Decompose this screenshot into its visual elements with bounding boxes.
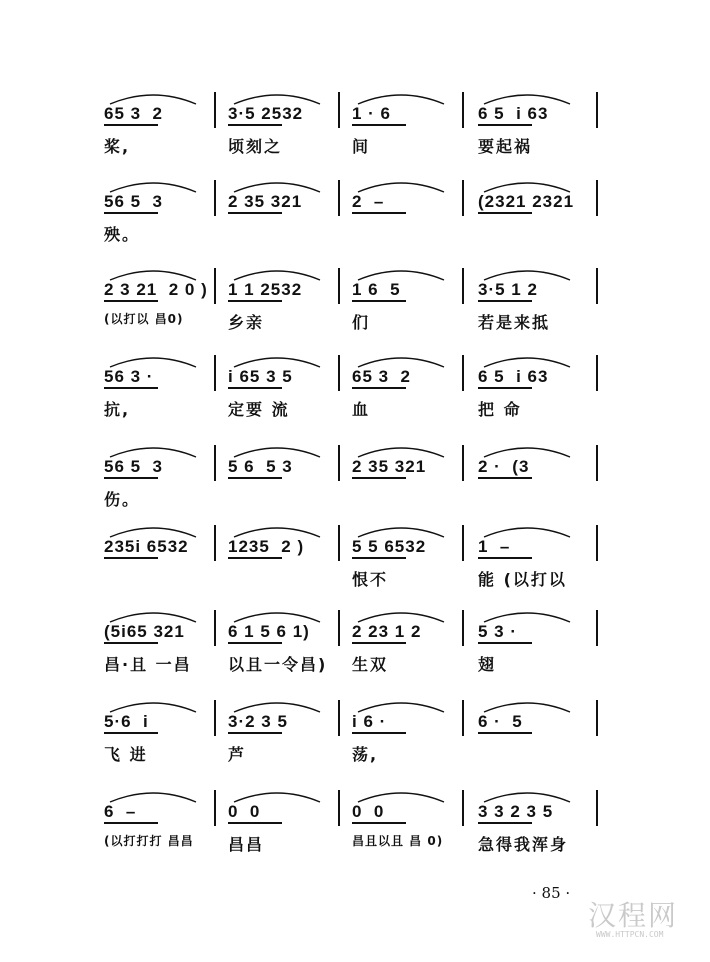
lyric-text: (以打以 昌0) xyxy=(104,312,184,326)
measure-notes: 3·2 3 5 xyxy=(228,712,288,731)
notation-system xyxy=(0,700,710,770)
underline-beam xyxy=(478,557,532,559)
lyric-text: 乡亲 xyxy=(228,313,265,332)
lyric-text: 能 (以打以 xyxy=(478,570,567,589)
measure-notes: 2 – xyxy=(352,192,385,211)
underline-beam xyxy=(352,387,406,389)
barline xyxy=(596,445,598,481)
measure-notes: 3 3 2 3 5 xyxy=(478,802,554,821)
lyric-text: 昌且以且 昌 0) xyxy=(352,834,444,848)
lyric-text: 昌昌 xyxy=(228,835,265,854)
underline-beam xyxy=(478,387,532,389)
lyric-text: (以打打打 昌昌 xyxy=(104,834,194,848)
barline xyxy=(462,525,464,561)
barline xyxy=(462,92,464,128)
measure-notes: 2 · (3 xyxy=(478,457,530,476)
lyric-text: 顷刻之 xyxy=(228,137,283,156)
underline-beam xyxy=(352,642,406,644)
measure-notes: 56 5 3 xyxy=(104,457,163,476)
lyric-text: 间 xyxy=(352,137,371,156)
barline xyxy=(338,445,340,481)
underline-beam xyxy=(228,300,282,302)
barline xyxy=(214,790,216,826)
notation-system xyxy=(0,355,710,425)
underline-beam xyxy=(478,642,532,644)
underline-beam xyxy=(228,212,282,214)
barline xyxy=(462,790,464,826)
measure-notes: 2 23 1 2 xyxy=(352,622,422,641)
measure-notes: 56 3 · xyxy=(104,367,154,386)
barline xyxy=(596,790,598,826)
underline-beam xyxy=(352,124,406,126)
barline xyxy=(462,355,464,391)
underline-beam xyxy=(478,822,532,824)
measure-notes: 0 0 xyxy=(352,802,385,821)
measure-notes: i 6 · xyxy=(352,712,387,731)
underline-beam xyxy=(352,477,406,479)
measure-notes: 5 3 · xyxy=(478,622,518,641)
underline-beam xyxy=(352,822,406,824)
underline-beam xyxy=(104,300,158,302)
measure-notes: 6 · 5 xyxy=(478,712,523,731)
barline xyxy=(596,180,598,216)
underline-beam xyxy=(104,387,158,389)
underline-beam xyxy=(104,822,158,824)
underline-beam xyxy=(228,557,282,559)
lyric-text: 翅 xyxy=(478,655,497,674)
barline xyxy=(338,790,340,826)
lyric-text: 芦 xyxy=(228,745,247,764)
underline-beam xyxy=(104,477,158,479)
measure-notes: 1 · 6 xyxy=(352,104,392,123)
lyric-text: 桨, xyxy=(104,137,131,156)
barline xyxy=(462,268,464,304)
underline-beam xyxy=(352,300,406,302)
measure-notes: 1 6 5 xyxy=(352,280,401,299)
lyric-text: 血 xyxy=(352,400,371,419)
underline-beam xyxy=(228,387,282,389)
measure-notes: 65 3 2 xyxy=(352,367,411,386)
lyric-text: 定要 流 xyxy=(228,400,290,419)
measure-notes: i 65 3 5 xyxy=(228,367,293,386)
barline xyxy=(596,268,598,304)
measure-notes: 6 – xyxy=(104,802,137,821)
lyric-text: 抗, xyxy=(104,400,131,419)
measure-notes: 6 1 5 6 1) xyxy=(228,622,310,641)
barline xyxy=(338,610,340,646)
barline xyxy=(338,525,340,561)
underline-beam xyxy=(478,212,532,214)
barline xyxy=(214,610,216,646)
barline xyxy=(214,355,216,391)
underline-beam xyxy=(352,732,406,734)
barline xyxy=(596,355,598,391)
lyric-text: 荡, xyxy=(352,745,379,764)
measure-notes: 5 5 6532 xyxy=(352,537,427,556)
lyric-text: 生双 xyxy=(352,655,389,674)
underline-beam xyxy=(478,732,532,734)
underline-beam xyxy=(352,212,406,214)
measure-notes: 5 6 5 3 xyxy=(228,457,293,476)
barline xyxy=(596,92,598,128)
notation-system xyxy=(0,525,710,595)
measure-notes: 6 5 i 63 xyxy=(478,104,549,123)
lyric-text: 若是来抵 xyxy=(478,313,551,332)
measure-notes: 6 5 i 63 xyxy=(478,367,549,386)
underline-beam xyxy=(228,822,282,824)
measure-notes: 3·5 1 2 xyxy=(478,280,538,299)
notation-system xyxy=(0,445,710,515)
underline-beam xyxy=(104,732,158,734)
measure-notes: 56 5 3 xyxy=(104,192,163,211)
barline xyxy=(214,525,216,561)
underline-beam xyxy=(478,300,532,302)
barline xyxy=(596,610,598,646)
underline-beam xyxy=(228,732,282,734)
measure-notes: 2 35 321 xyxy=(228,192,303,211)
measure-notes: 1 – xyxy=(478,537,511,556)
watermark-url: WWW.HTTPCN.COM xyxy=(596,930,664,939)
lyric-text: 恨不 xyxy=(352,570,389,589)
barline xyxy=(462,610,464,646)
measure-notes: 2 3 21 2 0 ) xyxy=(104,280,208,299)
underline-beam xyxy=(228,642,282,644)
barline xyxy=(338,355,340,391)
notation-system xyxy=(0,92,710,162)
barline xyxy=(214,700,216,736)
page-number: · 85 · xyxy=(532,884,571,902)
underline-beam xyxy=(104,557,158,559)
barline xyxy=(596,525,598,561)
measure-notes: 3·5 2532 xyxy=(228,104,304,123)
notation-system xyxy=(0,790,710,860)
measure-notes: (2321 2321 xyxy=(478,192,575,211)
lyric-text: 昌·且 一昌 xyxy=(104,655,192,674)
barline xyxy=(214,445,216,481)
measure-notes: 0 0 xyxy=(228,802,261,821)
barline xyxy=(596,700,598,736)
lyric-text: 殃。 xyxy=(104,225,141,244)
measure-notes: 1 1 2532 xyxy=(228,280,303,299)
measure-notes: 5·6 i xyxy=(104,712,149,731)
barline xyxy=(338,700,340,736)
lyric-text: 要起祸 xyxy=(478,137,533,156)
measure-notes: 2 35 321 xyxy=(352,457,427,476)
barline xyxy=(338,268,340,304)
barline xyxy=(338,180,340,216)
barline xyxy=(214,180,216,216)
watermark-logo: 汉程网 xyxy=(588,899,679,932)
barline xyxy=(462,700,464,736)
lyric-text: 把 命 xyxy=(478,400,522,419)
underline-beam xyxy=(478,477,532,479)
underline-beam xyxy=(352,557,406,559)
measure-notes: (5i65 321 xyxy=(104,622,185,641)
notation-system xyxy=(0,610,710,680)
underline-beam xyxy=(104,124,158,126)
barline xyxy=(214,92,216,128)
barline xyxy=(338,92,340,128)
measure-notes: 65 3 2 xyxy=(104,104,163,123)
lyric-text: 们 xyxy=(352,313,371,332)
lyric-text: 飞 进 xyxy=(104,745,148,764)
underline-beam xyxy=(228,124,282,126)
measure-notes: 1235 2 ) xyxy=(228,537,305,556)
underline-beam xyxy=(478,124,532,126)
barline xyxy=(214,268,216,304)
lyric-text: 伤。 xyxy=(104,490,141,509)
notation-system xyxy=(0,268,710,338)
notation-system xyxy=(0,180,710,250)
barline xyxy=(462,445,464,481)
underline-beam xyxy=(104,212,158,214)
underline-beam xyxy=(104,642,158,644)
barline xyxy=(462,180,464,216)
lyric-text: 以且一令昌) xyxy=(228,655,328,674)
lyric-text: 急得我浑身 xyxy=(478,835,569,854)
measure-notes: 235i 6532 xyxy=(104,537,189,556)
underline-beam xyxy=(228,477,282,479)
